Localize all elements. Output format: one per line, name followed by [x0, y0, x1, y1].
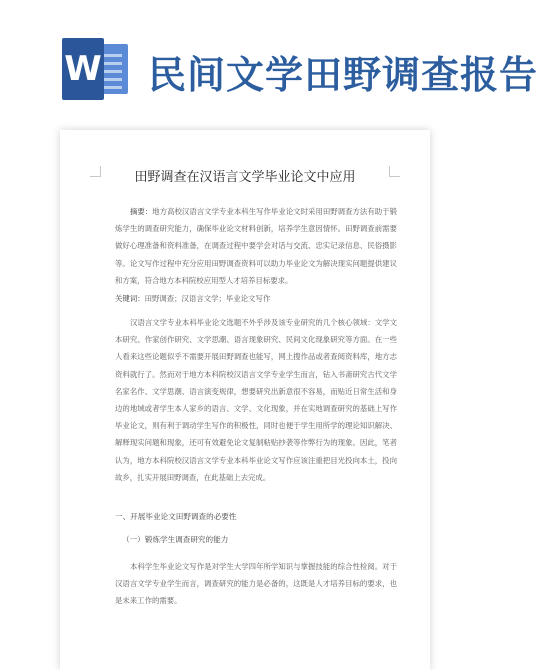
banner-title: 民间文学田野调查报告	[148, 53, 538, 97]
subsection-heading: （一）锻炼学生调查研究的能力	[122, 535, 229, 544]
keywords-label: 关键词：	[115, 294, 145, 303]
keywords-text: 田野调查；汉语言文学；毕业论文写作	[144, 294, 271, 303]
banner	[0, 0, 538, 125]
document-page	[60, 130, 430, 670]
keywords-paragraph	[115, 290, 397, 307]
abstract-paragraph	[115, 203, 397, 289]
abstract-text: 地方高校汉语言文学专业本科生写作毕业论文时采用田野调查方法有助于锻炼学生的调查研究能力，确保毕业论文材料创新，培养学生意因情怀。田野调查前需要做好心理准备和资料准备，在调查过程中要学会对话与交流、忠实记录信息、民俗摄影等。论文写作过程中充分应用田野调查资料可以助力毕业论文为解决现实问题提供建议和方案，符合地方本科院校应用型人才培养目标要求。	[115, 207, 397, 285]
word-app-icon	[62, 38, 134, 100]
body-paragraph: 本科学生毕业论文写作是对学生大学四年所学知识与掌握技能的综合性检阅。对于汉语言文学专业学生而言，调查研究的能力是必备的，这既是人才培养目标的要求，也是未来工作的需要。	[115, 562, 397, 606]
section-heading: 一、开展毕业论文田野调查的必要性	[115, 512, 237, 521]
document-title: 田野调查在汉语言文学毕业论文中应用	[134, 170, 356, 185]
word-icon-letter: W	[62, 38, 104, 100]
abstract-label: 摘要：	[130, 207, 153, 216]
body-paragraph: 汉语言文学专业本科毕业论文选题不外乎涉及该专业研究的几个核心领域：文学文本研究、作家创作研究、文学思潮、语言现象研究、民间文化现象研究等方面。在一些人看来这些论题似乎不需要开展田野调查也能写，网上搜作品或者查阅资料库，地方志资料就行了。然而对于地方本科院校汉语言文学专业学生而言，钻入书斋研究古代文学名家名作、文学思潮、语言演变规律，想要研究出新意很不容易，而贴近日常生活和身边的地域或者学生本人家乡的语言、文学、文化现象，并在实地调查研究的基础上写作毕业论文，则有利于调动学生写作的积极性，同时也便于学生用所学的理论知识解决、解释现实问题和现象，还可有效避免论文复制粘贴抄袭等作弊行为的现象。因此，笔者认为，地方本科院校汉语言文学专业本科毕业论文写作应该注重把目光投向本土，投向故乡，扎实开展田野调查，在此基础上去完成。	[115, 318, 397, 482]
